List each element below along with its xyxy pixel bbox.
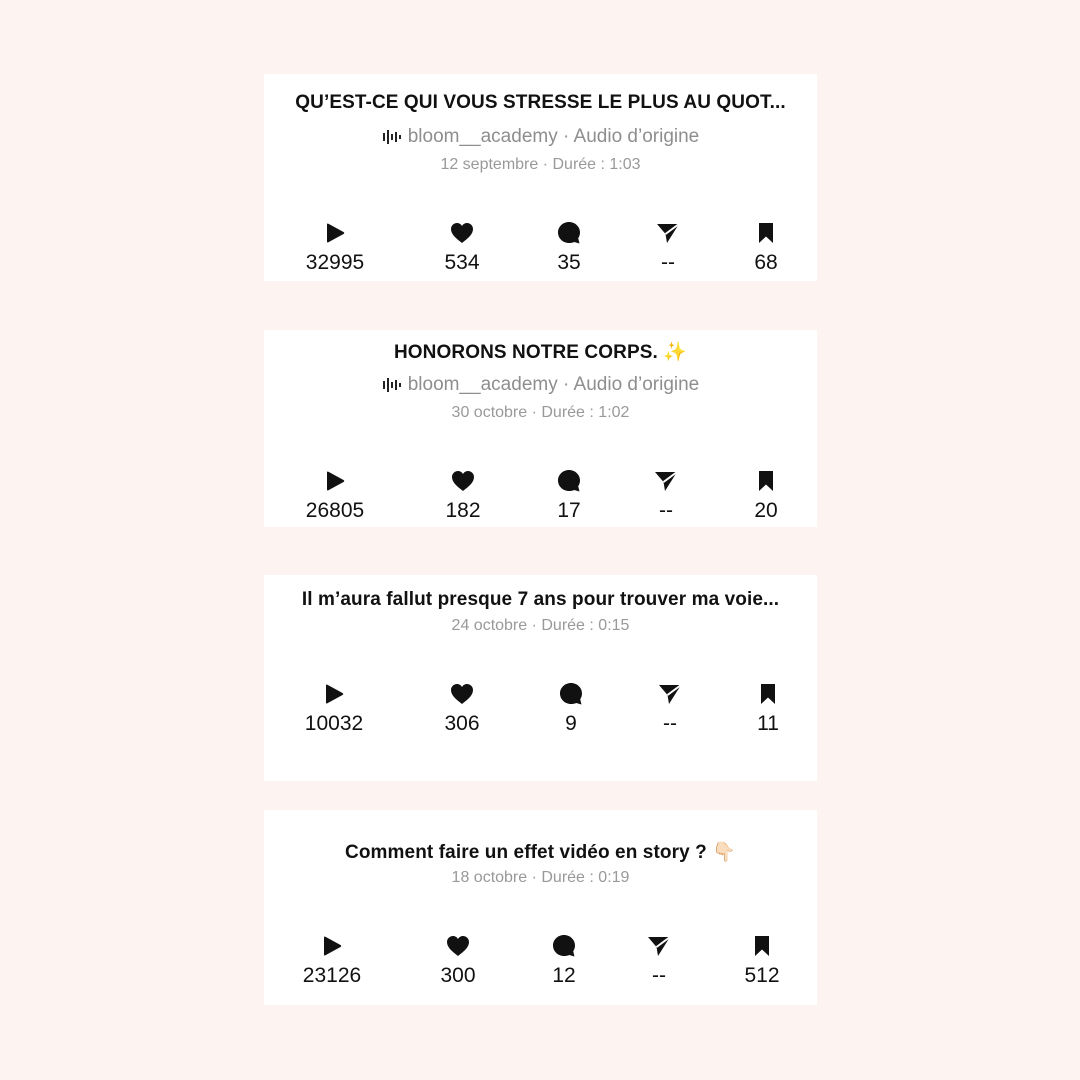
saves-stat	[716, 468, 816, 524]
plays-count: 23126	[302, 964, 362, 987]
saves-count: 512	[744, 964, 780, 987]
post-date-duration: 24 octobre · Durée : 0:15	[451, 617, 630, 634]
shares-count: --	[661, 251, 675, 274]
audio-info[interactable]	[264, 126, 817, 148]
heart-icon	[413, 468, 513, 494]
likes-stat	[412, 681, 512, 737]
comments-count: 35	[557, 251, 581, 274]
plays-stat	[284, 681, 384, 737]
comment-bubble-icon	[519, 468, 619, 494]
post-card[interactable]	[264, 810, 817, 1005]
shares-stat	[609, 933, 709, 989]
heart-icon	[412, 681, 512, 707]
comments-count: 9	[565, 712, 577, 735]
likes-count: 534	[444, 251, 480, 274]
audio-waveform-icon	[382, 377, 402, 393]
heart-icon	[412, 220, 512, 246]
post-title: Il m’aura fallut presque 7 ans pour trouver ma voie...	[301, 589, 780, 610]
audio-waveform-icon	[382, 129, 402, 145]
likes-stat	[413, 468, 513, 524]
shares-stat	[616, 468, 716, 524]
bookmark-icon	[712, 933, 812, 959]
shares-count: --	[659, 499, 673, 522]
audio-label: bloom__academy · Audio d’origine	[407, 126, 700, 147]
post-title: QU’EST-CE QUI VOUS STRESSE LE PLUS AU QUOT...	[295, 92, 786, 113]
bookmark-icon	[718, 681, 818, 707]
comments-count: 12	[552, 964, 576, 987]
plays-count: 26805	[305, 499, 365, 522]
bookmark-icon	[716, 468, 816, 494]
plays-count: 32995	[305, 251, 365, 274]
post-date-duration: 30 octobre · Durée : 1:02	[451, 404, 630, 421]
play-icon	[285, 220, 385, 246]
saves-stat	[716, 220, 816, 276]
comments-stat	[514, 933, 614, 989]
saves-stat	[712, 933, 812, 989]
post-card[interactable]	[264, 330, 817, 527]
audio-info[interactable]	[264, 374, 817, 396]
saves-count: 11	[757, 712, 779, 735]
saves-stat	[718, 681, 818, 737]
plays-stat	[285, 468, 385, 524]
heart-icon	[408, 933, 508, 959]
post-title: HONORONS NOTRE CORPS. ✨	[393, 342, 688, 363]
comment-bubble-icon	[519, 220, 619, 246]
paper-plane-icon	[616, 468, 716, 494]
comment-bubble-icon	[521, 681, 621, 707]
paper-plane-icon	[620, 681, 720, 707]
likes-count: 300	[440, 964, 476, 987]
likes-count: 182	[445, 499, 481, 522]
play-icon	[282, 933, 382, 959]
post-date-duration: 18 octobre · Durée : 0:19	[451, 869, 630, 886]
audio-label: bloom__academy · Audio d’origine	[407, 374, 700, 395]
comments-stat	[521, 681, 621, 737]
likes-stat	[408, 933, 508, 989]
shares-stat	[620, 681, 720, 737]
paper-plane-icon	[609, 933, 709, 959]
shares-stat	[618, 220, 718, 276]
comments-stat	[519, 468, 619, 524]
bookmark-icon	[716, 220, 816, 246]
post-title: Comment faire un effet vidéo en story ? 👇🏻	[345, 842, 736, 863]
play-icon	[284, 681, 384, 707]
saves-count: 68	[754, 251, 778, 274]
likes-count: 306	[444, 712, 480, 735]
comments-count: 17	[557, 499, 581, 522]
likes-stat	[412, 220, 512, 276]
plays-count: 10032	[304, 712, 364, 735]
paper-plane-icon	[618, 220, 718, 246]
play-icon	[285, 468, 385, 494]
post-card[interactable]	[264, 74, 817, 281]
shares-count: --	[663, 712, 677, 735]
post-card[interactable]	[264, 575, 817, 781]
plays-stat	[285, 220, 385, 276]
comments-stat	[519, 220, 619, 276]
saves-count: 20	[754, 499, 778, 522]
comment-bubble-icon	[514, 933, 614, 959]
shares-count: --	[652, 964, 666, 987]
plays-stat	[282, 933, 382, 989]
post-date-duration: 12 septembre · Durée : 1:03	[440, 156, 641, 173]
